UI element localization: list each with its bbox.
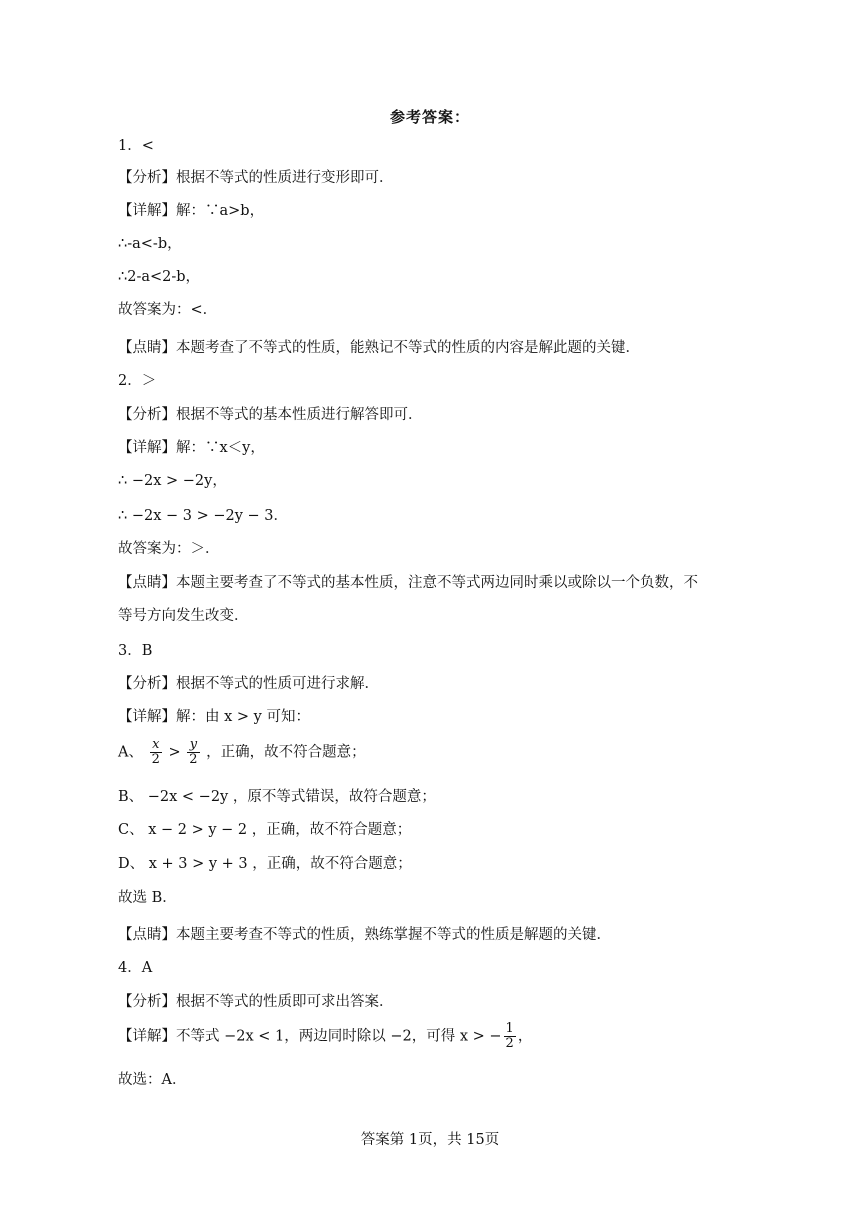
fraction-numerator: x [150, 738, 162, 753]
fraction-y-over-2 [187, 738, 199, 767]
q3-option-c: C、 x − 2 > y − 2 ，正确，故不符合题意； [118, 822, 412, 838]
q4-detail-text: 【详解】不等式 −2x < 1，两边同时除以 −2，可得 x > − [118, 1028, 502, 1045]
q1-answer: 故答案为：<． [118, 302, 218, 318]
q1-step1: ∴-a<-b， [118, 236, 182, 252]
page-footer: 答案第 1页，共 15页 [360, 1132, 500, 1148]
fraction-x-over-2 [150, 738, 162, 767]
q3-option-a-text: ，正确，故不符合题意； [206, 744, 366, 761]
q1-number: 1．< [118, 138, 154, 154]
q2-analysis: 【分析】根据不等式的基本性质进行解答即可． [118, 407, 423, 423]
q2-step1: ∴ −2x > −2y， [118, 473, 227, 489]
q1-detail: 【详解】解：∵a>b， [118, 203, 265, 219]
q3-number: 3．B [118, 643, 153, 659]
q1-comment: 【点睛】本题考查了不等式的性质，能熟记不等式的性质的内容是解此题的关键． [118, 340, 640, 356]
q3-comment: 【点睛】本题主要考查不等式的性质，熟练掌握不等式的性质是解题的关键． [118, 927, 611, 943]
q4-number: 4．A [118, 960, 153, 976]
q2-comment-line1: 【点睛】本题主要考查了不等式的基本性质，注意不等式两边同时乘以或除以一个负数，不 [118, 575, 698, 591]
fraction-one-half [504, 1022, 516, 1051]
q2-detail: 【详解】解：∵x＜y， [118, 440, 265, 456]
q3-option-d: D、 x + 3 > y + 3 ，正确，故不符合题意； [118, 856, 412, 872]
q3-detail: 【详解】解：由 x > y 可知： [118, 709, 310, 725]
q2-comment-line2: 等号方向发生改变． [118, 608, 249, 624]
q3-answer: 故选 B． [118, 890, 177, 906]
q4-detail [118, 1022, 532, 1051]
q4-analysis: 【分析】根据不等式的性质即可求出答案． [118, 994, 394, 1010]
q2-answer: 故答案为：＞． [118, 541, 220, 557]
q4-answer: 故选：A． [118, 1072, 187, 1088]
q3-option-b: B、 −2x < −2y ，原不等式错误，故符合题意； [118, 789, 436, 805]
fraction-denominator: 2 [189, 752, 198, 767]
q3-analysis: 【分析】根据不等式的性质可进行求解． [118, 676, 379, 692]
fraction-denominator: 2 [505, 1036, 514, 1051]
q2-number: 2．＞ [118, 373, 157, 389]
q1-step2: ∴2-a<2-b， [118, 269, 201, 285]
fraction-denominator: 2 [151, 752, 160, 767]
q2-step2: ∴ −2x − 3 > −2y − 3． [118, 508, 289, 524]
page-title: 参考答案： [389, 108, 470, 126]
q1-analysis: 【分析】根据不等式的性质进行变形即可． [118, 170, 394, 186]
q3-option-a [118, 738, 366, 767]
fraction-numerator: y [187, 738, 199, 753]
q3-option-a-prefix: A、 [118, 744, 143, 761]
q4-detail-suffix: ， [517, 1028, 533, 1045]
greater-than-sign: > [168, 744, 181, 761]
fraction-numerator: 1 [505, 1021, 514, 1036]
